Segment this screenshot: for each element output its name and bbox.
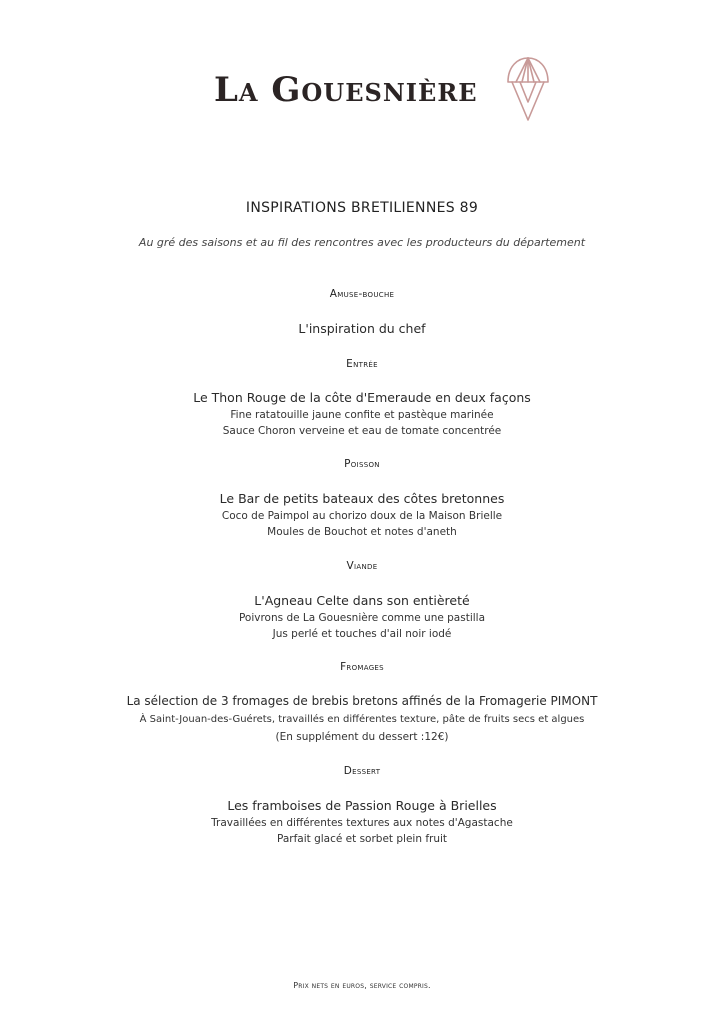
section-heading-viande: Viande — [346, 560, 378, 572]
dish-note: Fine ratatouille jaune confite et pastèque marinée — [230, 409, 494, 421]
dish-note: Poivrons de La Gouesnière comme une pastilla — [238, 612, 486, 624]
section-heading-poisson: Poisson — [344, 458, 380, 470]
scallop-shell-icon — [502, 54, 554, 124]
section-heading-entree: Entrée — [346, 358, 378, 370]
dish-note: Sauce Choron verveine et eau de tomate concentrée — [222, 425, 502, 437]
dish-note: Travaillées en différentes textures aux notes d'Agastache — [211, 817, 513, 829]
dish-poisson: Le Bar de petits bateaux des côtes bretonnes — [219, 491, 505, 506]
dish-dessert: Les framboises de Passion Rouge à Brielles — [227, 798, 497, 813]
section-heading-dessert: Dessert — [343, 765, 381, 777]
menu-title: INSPIRATIONS BRETILIENNES 89 — [245, 200, 479, 216]
footer-note: Prix nets en euros, service compris. — [293, 981, 431, 990]
menu-subtitle: Au gré des saisons et au fil des rencontres avec les producteurs du département — [138, 236, 586, 249]
dish-note: Coco de Paimpol au chorizo doux de la Maison Brielle — [221, 510, 503, 522]
dish-note: Jus perlé et touches d'ail noir iodé — [272, 628, 452, 640]
brand-name: La Gouesnière — [214, 70, 478, 110]
dish-amuse-bouche: L'inspiration du chef — [298, 321, 426, 336]
dish-note: Parfait glacé et sorbet plein fruit — [276, 833, 448, 845]
dish-viande: L'Agneau Celte dans son entièreté — [254, 593, 470, 608]
section-heading-amuse-bouche: Amuse-bouche — [329, 288, 395, 300]
dish-fromages: La sélection de 3 fromages de brebis bretons affinés de la Fromagerie PIMONT — [126, 694, 598, 708]
dish-note: Moules de Bouchot et notes d'aneth — [267, 526, 457, 538]
section-heading-fromages: Fromages — [340, 661, 384, 673]
brand-logo — [200, 50, 560, 130]
dish-note: À Saint-Jouan-des-Guérets, travaillés en différentes texture, pâte de fruits secs et algues — [139, 714, 585, 725]
dish-entree: Le Thon Rouge de la côte d'Emeraude en deux façons — [193, 390, 531, 405]
dish-note: (En supplément du dessert :12€) — [275, 731, 449, 743]
